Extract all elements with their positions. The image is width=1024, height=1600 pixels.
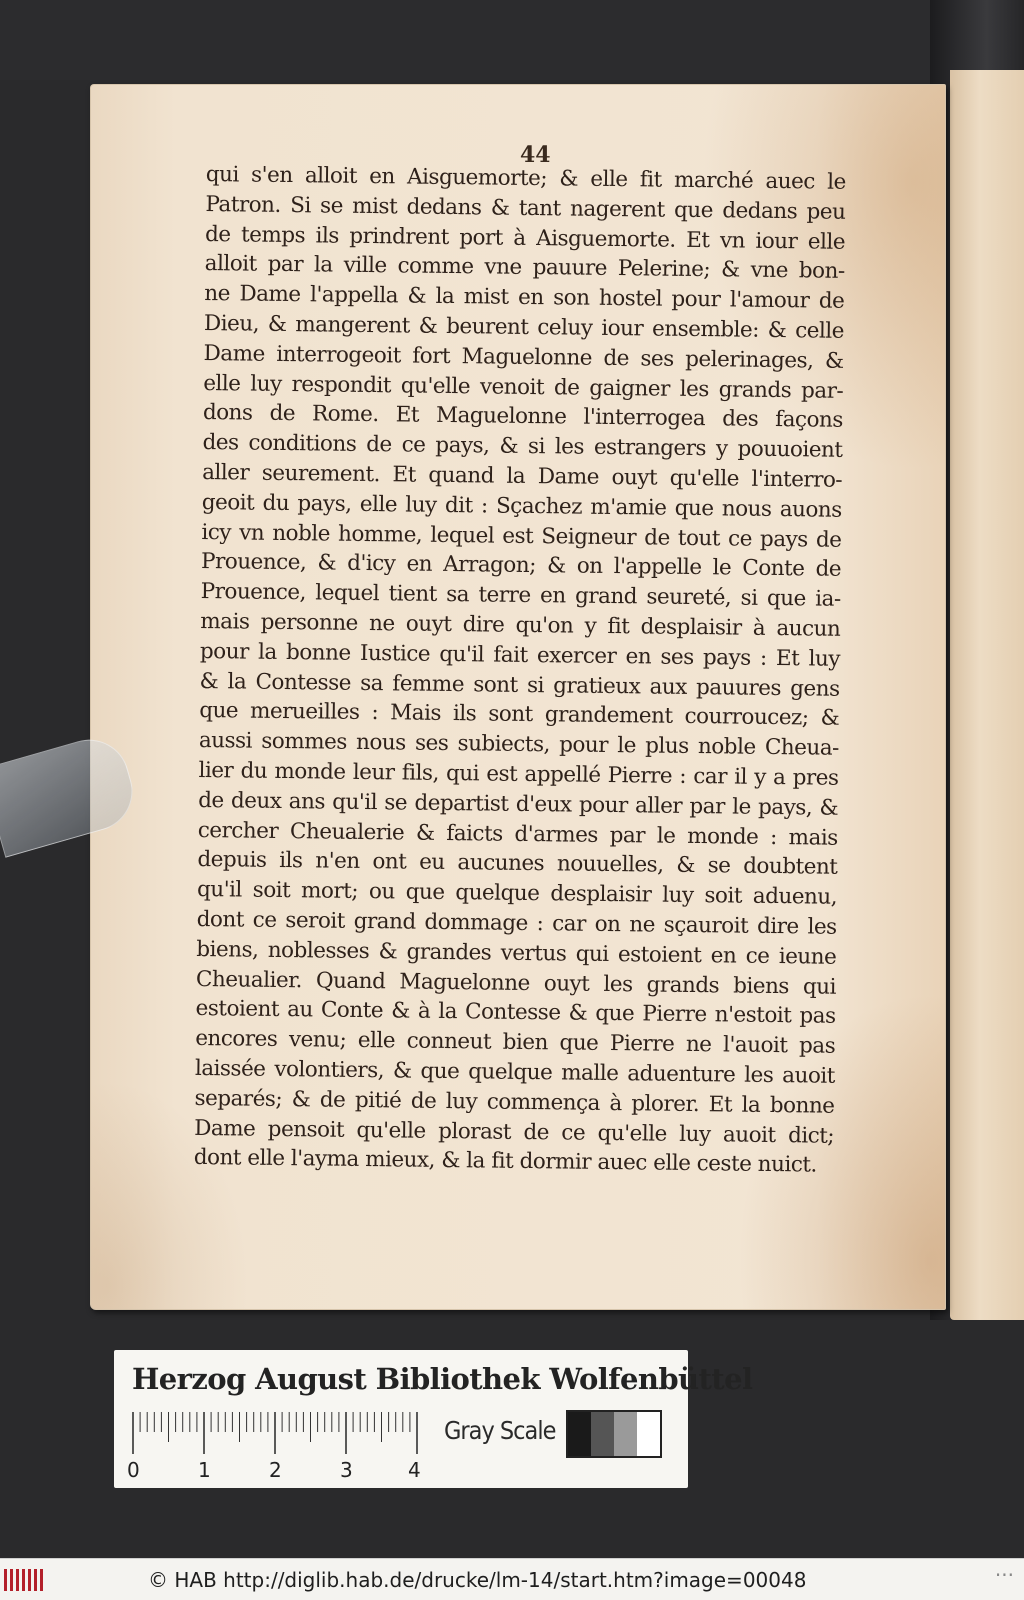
gray-swatch — [614, 1412, 637, 1456]
more-menu-icon[interactable]: ··· — [994, 1563, 1014, 1587]
text-line: estoient au Conte & à la Contesse & que Pierre n'estoit pas — [195, 996, 836, 1030]
text-line: separés; & de pitié de luy commença à plorer. Et la bonne — [194, 1085, 835, 1119]
text-line: mais personne ne ouyt dire qu'on y fit desplaisir à aucun — [200, 608, 841, 642]
text-line: laissée volontiers, & que quelque malle aduenture les auoit — [194, 1055, 836, 1089]
page-text — [194, 160, 846, 1181]
text-line: Cheualier. Quand Maguelonne ouyt les grands biens qui — [195, 966, 837, 1000]
footer-bar — [0, 1558, 1024, 1600]
color-calibration-card — [114, 1350, 753, 1488]
text-line: & la Contesse sa femme sont si gratieux aux pauures gens — [199, 668, 840, 702]
ruler-number: 0 — [127, 1458, 140, 1482]
ruler-number: 1 — [198, 1458, 211, 1482]
text-line: dont elle l'ayma mieux, & la fit dormir auec elle ceste nuict. — [193, 1145, 817, 1178]
gray-scale-label: Gray Scale — [444, 1416, 556, 1445]
text-line: icy vn noble homme, lequel est Seigneur de tout ce pays de — [201, 519, 842, 553]
text-line: aussi sommes nous ses subiects, pour le plus noble Cheua- — [198, 728, 840, 761]
text-line: Patron. Si se mist dedans & tant nagerent que dedans peu — [205, 191, 846, 225]
ruler-number: 4 — [408, 1458, 421, 1482]
gray-scale-swatches — [566, 1410, 662, 1458]
text-line: pour la bonne Iustice qu'il fait exercer en ses pays : Et luy — [199, 638, 841, 672]
text-line: de temps ils prindrent port à Aisguemorte. Et vn iour elle — [204, 221, 846, 255]
text-line: lier du monde leur fils, qui est appellé Pierre : car il y a pres — [198, 757, 839, 791]
text-line: qu'il soit mort; ou que quelque desplaisir luy soit aduenu, — [196, 877, 838, 910]
hab-logo-icon — [4, 1567, 46, 1593]
backdrop — [0, 0, 1024, 80]
adjacent-page-edge — [950, 70, 1024, 1320]
text-line: alloit par la ville comme vne pauure Pelerine; & vne bon- — [204, 251, 845, 285]
text-line: ne Dame l'appella & la mist en son hostel pour l'amour de — [204, 281, 845, 314]
library-name: Herzog August Bibliothek Wolfenbüttel — [132, 1362, 753, 1396]
text-line: de deux ans qu'il se departist d'eux pour aller par le pays, & — [198, 787, 839, 821]
text-line: Prouence, & d'icy en Arragon; & on l'appelle le Conte de — [200, 549, 842, 583]
text-line: que merueilles : Mais ils sont grandement courroucez; & — [199, 698, 840, 732]
text-line: biens, noblesses & grandes vertus qui estoient en ce ieune — [196, 936, 837, 970]
text-line: des conditions de ce pays, & si les estrangers y pouuoient — [202, 430, 843, 463]
text-line: depuis ils n'en ont eu aucunes nouuelles, & se doubtent — [197, 847, 838, 881]
gray-swatch — [637, 1412, 660, 1456]
text-line: dont ce seroit grand dommage : car on ne sçauroit dire les — [196, 906, 837, 940]
source-url[interactable]: © HAB http://diglib.hab.de/drucke/lm-14/start.htm?image=00048 — [148, 1568, 807, 1592]
gray-swatch — [591, 1412, 614, 1456]
text-line: elle luy respondit qu'elle venoit de gaigner les grands par- — [203, 370, 844, 404]
ruler-number: 3 — [340, 1458, 353, 1482]
gray-swatch — [568, 1412, 591, 1456]
text-line: Dame pensoit qu'elle plorast de ce qu'elle luy auoit dict; — [194, 1115, 835, 1149]
text-line: aller seurement. Et quand la Dame ouyt qu'elle l'interro- — [202, 459, 843, 493]
ruler-number: 2 — [269, 1458, 282, 1482]
text-line: encores venu; elle conneut bien que Pierre ne l'auoit pas — [195, 1026, 836, 1059]
text-line: dons de Rome. Et Maguelonne l'interrogea des façons — [202, 400, 844, 434]
text-line: Dame interrogeoit fort Maguelonne de ses pelerinages, & — [203, 340, 844, 374]
text-line: geoit du pays, elle luy dit : Sçachez m'amie que nous auons — [201, 489, 842, 523]
text-line: Prouence, lequel tient sa terre en grand seureté, si que ia- — [200, 579, 841, 612]
ruler-scale — [132, 1412, 422, 1462]
page-number: 44 — [520, 142, 551, 168]
text-line: qui s'en alloit en Aisguemorte; & elle fit marché auec le — [205, 161, 846, 195]
text-line: Dieu, & mangerent & beurent celuy iour ensemble: & celle — [203, 310, 845, 344]
text-line: cercher Cheualerie & faicts d'armes par le monde : mais — [197, 817, 838, 851]
